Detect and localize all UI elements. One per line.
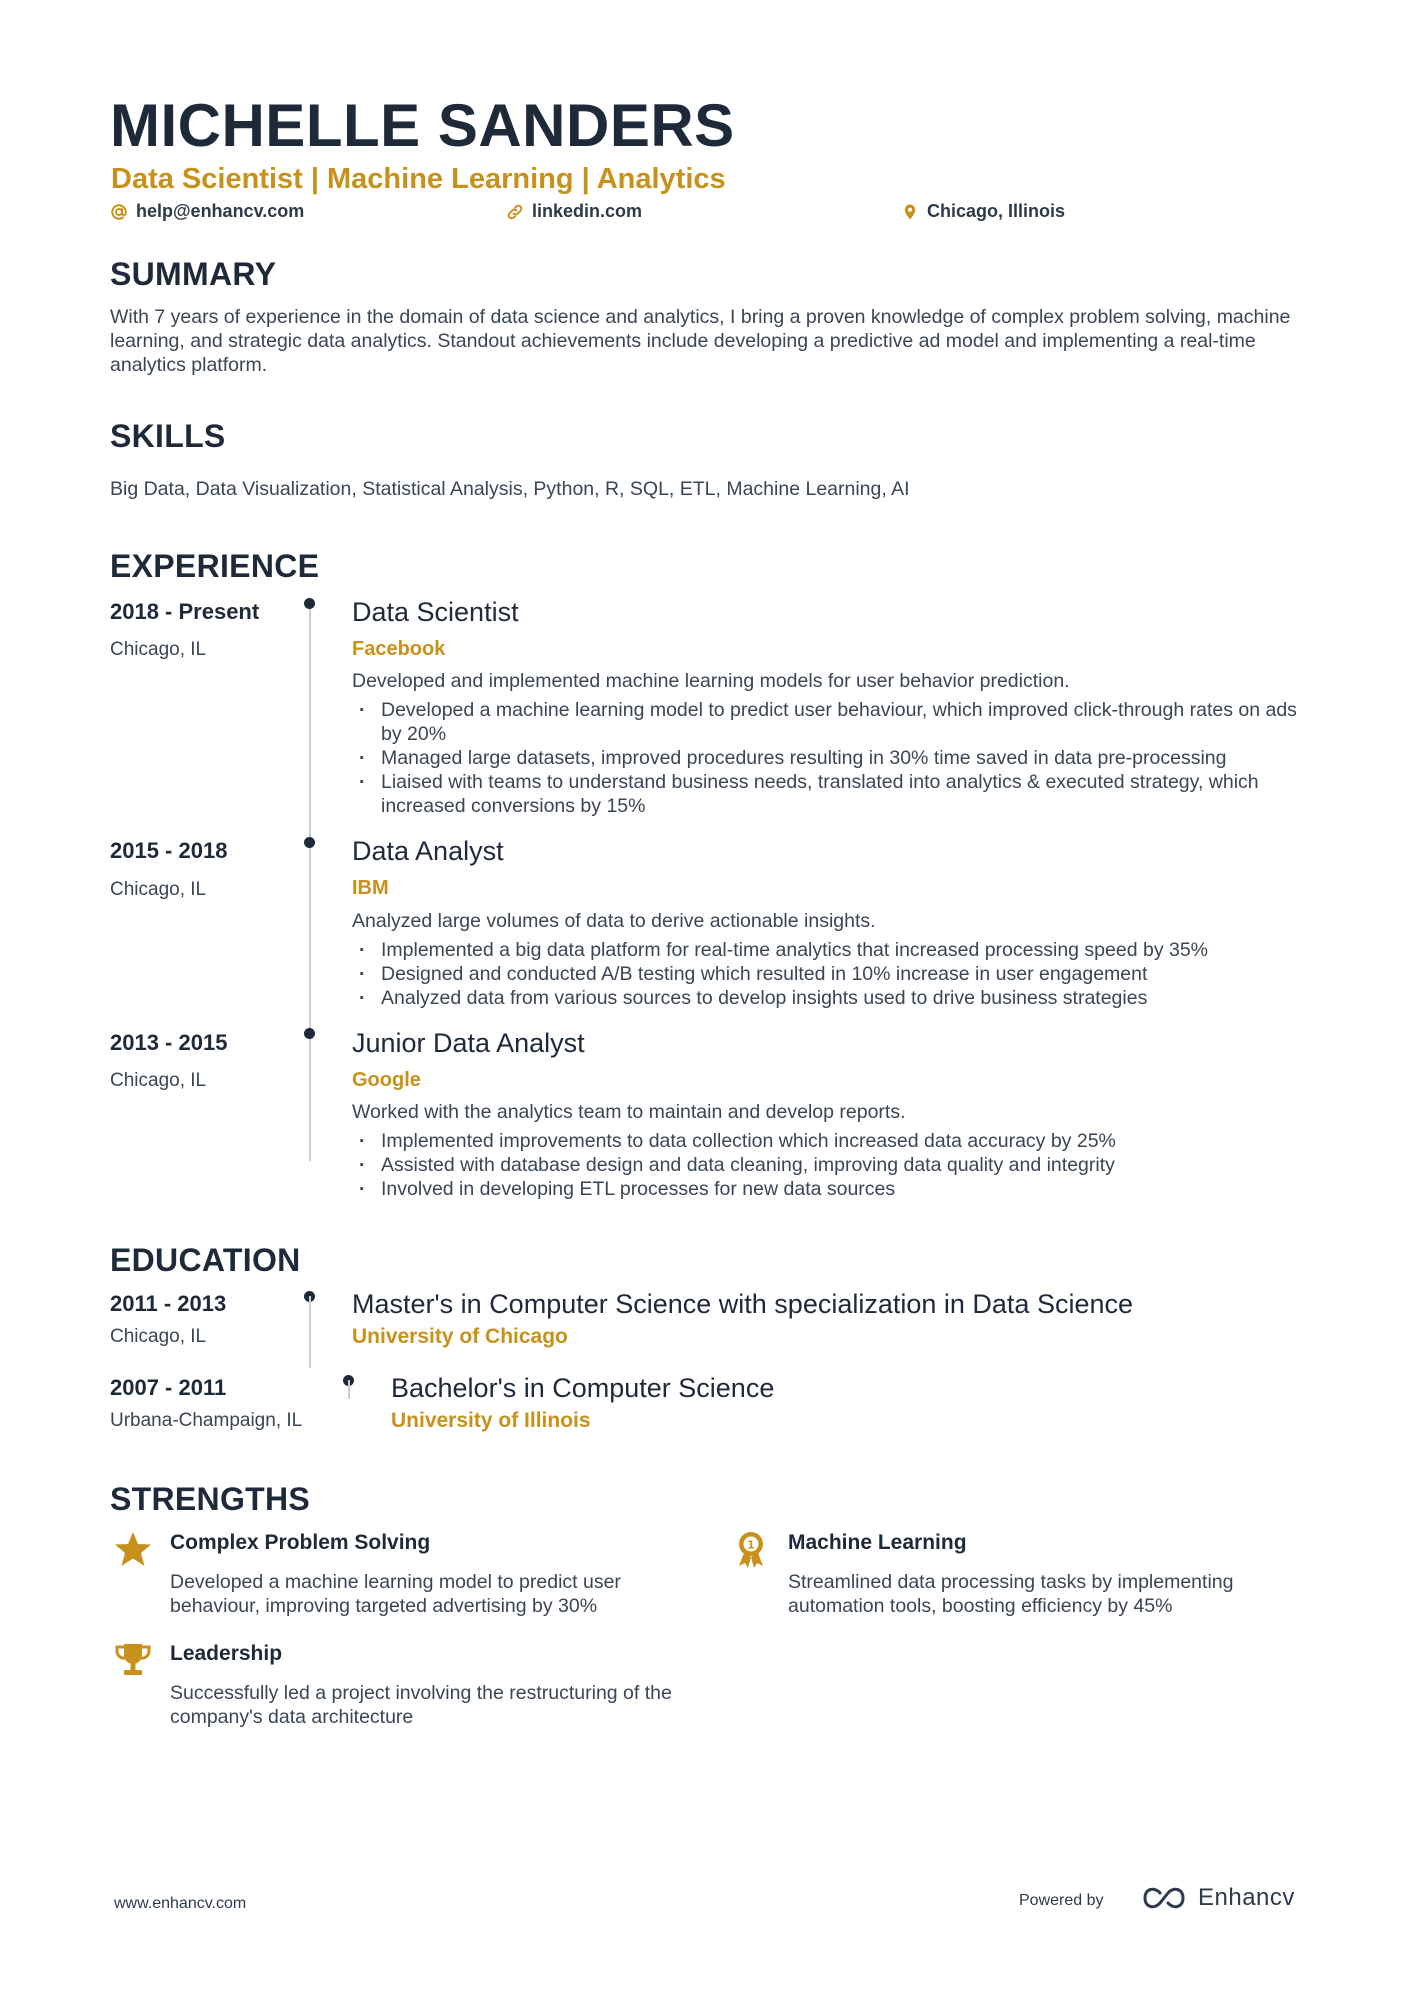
contact-email[interactable] xyxy=(110,201,304,222)
experience-description: Worked with the analytics team to maintain and develop reports. xyxy=(352,1101,906,1123)
timeline-dot xyxy=(304,598,315,609)
timeline-dot xyxy=(304,837,315,848)
at-icon xyxy=(110,203,128,221)
experience-description: Developed and implemented machine learning models for user behavior prediction. xyxy=(352,670,1070,692)
education-degree: Master's in Computer Science with specialization in Data Science xyxy=(352,1289,1134,1319)
education-degree: Bachelor's in Computer Science xyxy=(391,1373,775,1403)
list-item: · Implemented improvements to data collection which increased data accuracy by 25% xyxy=(352,1129,1312,1153)
experience-dates: 2018 - Present xyxy=(110,599,260,624)
skills-text: Big Data, Data Visualization, Statistical Analysis, Python, R, SQL, ETL, Machine Learning, AI xyxy=(110,478,910,500)
footer-brand xyxy=(1140,1884,1295,1912)
strength-description: Streamlined data processing tasks by implementing automation tools, boosting efficiency by 45% xyxy=(788,1571,1234,1617)
map-pin-icon xyxy=(901,203,919,221)
candidate-title: Data Scientist | Machine Learning | Analytics xyxy=(111,163,726,195)
strength-description: Successfully led a project involving the restructuring of the company's data architecture xyxy=(170,1682,672,1728)
skills-heading: SKILLS xyxy=(110,418,226,454)
list-item: · Implemented a big data platform for real-time analytics that increased processing speed by 35% xyxy=(352,938,1312,962)
list-item: · Assisted with database design and data cleaning, improving data quality and integrity xyxy=(352,1153,1312,1177)
experience-bullets xyxy=(352,1129,1312,1201)
trophy-icon xyxy=(113,1640,153,1680)
list-item: · Developed a machine learning model to predict user behaviour, which improved click-through rates on ads by 20% xyxy=(352,698,1312,746)
summary-text: With 7 years of experience in the domain of data science and analytics, I bring a proven knowledge of complex problem solving, machine learning, and strategic data analytics. Standout achievements include developing a predictive ad model and implementing a real-time analytics platform. xyxy=(110,306,1291,376)
experience-dates: 2015 - 2018 xyxy=(110,838,228,863)
education-timeline xyxy=(309,1296,311,1368)
summary-heading: SUMMARY xyxy=(110,256,277,292)
list-item: · Analyzed data from various sources to develop insights used to drive business strategies xyxy=(352,986,1312,1010)
education-school: University of Chicago xyxy=(352,1325,568,1348)
strength-title: Machine Learning xyxy=(788,1531,967,1554)
education-school: University of Illinois xyxy=(391,1409,591,1432)
experience-location: Chicago, IL xyxy=(110,879,207,900)
timeline-dot xyxy=(304,1028,315,1039)
footer-url[interactable]: www.enhancv.com xyxy=(114,1895,247,1912)
list-item: · Involved in developing ETL processes for new data sources xyxy=(352,1177,1312,1201)
list-item: · Liaised with teams to understand business needs, translated into analytics & executed strategy, which increased conversions by 15% xyxy=(352,770,1312,818)
strength-title: Leadership xyxy=(170,1642,283,1665)
experience-location: Chicago, IL xyxy=(110,639,207,660)
linkedin-text: linkedin.com xyxy=(532,201,643,221)
education-dates: 2011 - 2013 xyxy=(110,1291,227,1316)
education-heading: EDUCATION xyxy=(110,1242,301,1278)
contact-linkedin[interactable] xyxy=(506,201,642,222)
enhancv-logo-icon xyxy=(1140,1884,1188,1912)
experience-company: IBM xyxy=(352,877,389,899)
list-item: · Managed large datasets, improved procedures resulting in 30% time saved in data pre-processing xyxy=(352,746,1312,770)
experience-location: Chicago, IL xyxy=(110,1070,207,1091)
education-location: Chicago, IL xyxy=(110,1326,207,1347)
footer-powered-by: Powered by xyxy=(1019,1892,1104,1909)
experience-company: Facebook xyxy=(352,638,446,660)
award-ribbon-icon xyxy=(731,1529,771,1569)
education-dates: 2007 - 2011 xyxy=(110,1375,227,1400)
experience-role: Junior Data Analyst xyxy=(352,1028,585,1058)
education-timeline xyxy=(348,1380,350,1399)
list-item: · Designed and conducted A/B testing which resulted in 10% increase in user engagement xyxy=(352,962,1312,986)
svg-text:1: 1 xyxy=(747,1538,755,1552)
strength-description: Developed a machine learning model to predict user behaviour, improving targeted advertising by 30% xyxy=(170,1571,621,1617)
education-location: Urbana-Champaign, IL xyxy=(110,1410,303,1431)
experience-company: Google xyxy=(352,1069,421,1091)
experience-dates: 2013 - 2015 xyxy=(110,1030,228,1055)
experience-role: Data Scientist xyxy=(352,597,519,627)
contact-location xyxy=(901,201,1065,222)
experience-timeline xyxy=(309,601,311,1161)
strength-title: Complex Problem Solving xyxy=(170,1531,431,1554)
location-text: Chicago, Illinois xyxy=(927,201,1066,221)
strengths-heading: STRENGTHS xyxy=(110,1481,311,1517)
star-icon xyxy=(113,1529,153,1569)
experience-description: Analyzed large volumes of data to derive actionable insights. xyxy=(352,910,876,932)
link-icon xyxy=(506,203,524,221)
footer-brand-name: Enhancv xyxy=(1198,1884,1295,1911)
experience-bullets xyxy=(352,698,1312,818)
email-text: help@enhancv.com xyxy=(136,201,305,221)
experience-bullets xyxy=(352,938,1312,1010)
experience-heading: EXPERIENCE xyxy=(110,548,320,584)
experience-role: Data Analyst xyxy=(352,836,504,866)
candidate-name: MICHELLE SANDERS xyxy=(110,92,735,159)
